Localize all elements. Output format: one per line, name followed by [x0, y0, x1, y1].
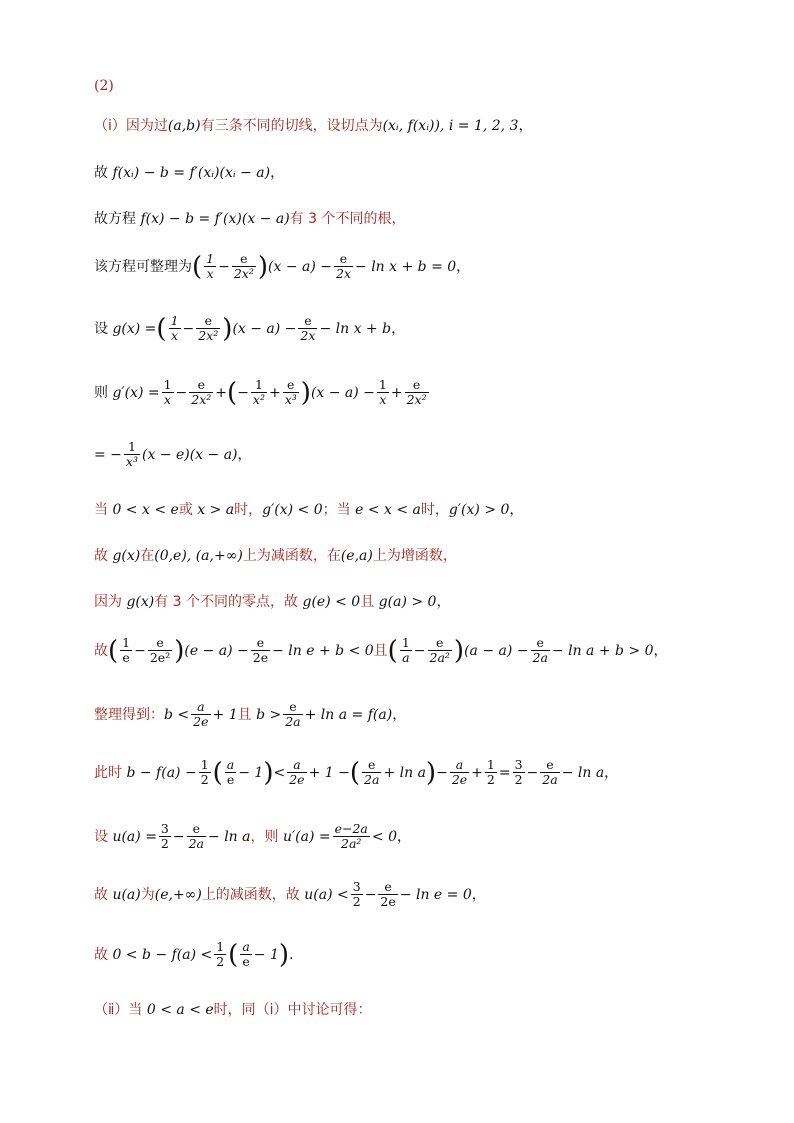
fraction: $\frac{3}{2}$ — [514, 757, 523, 788]
line-u-decreasing: 故 u(a)为(e,+∞)上的减函数，故 u(a) < $\frac{3}{2}$ − $\frac{e}{2e}$ − ln e = 0， — [94, 879, 486, 910]
fraction: $\frac{e}{\text{2x²}}$ — [198, 313, 219, 344]
line-define-g: 设 g(x) =( $\frac{1}{x}$ − $\frac{e}{\text{2x²}}$ )(x − a) − $\frac{e}{2x}$ − ln x + b， — [94, 313, 406, 344]
line-sign-analysis: 当 0 < x < e或 x > a时，g′(x) < 0；当 e < x < a时，g′(x) > 0， — [94, 502, 524, 518]
line-conclusion-i: 故 0 < b − f(a) < $\frac{1}{2}$ ( $\frac{a}{e}$ − 1). — [94, 939, 294, 970]
line-g-derivative-factored: = − $\frac{1}{\text{x³}}$ (x − e)(x − a)， — [94, 439, 252, 470]
fraction: $\frac{a}{2e}$ — [451, 757, 468, 788]
fraction: $\frac{1}{2}$ — [200, 757, 209, 788]
fraction: $\frac{e}{\text{2x²}}$ — [233, 251, 254, 282]
fraction: $\frac{1}{x}$ — [170, 313, 179, 344]
fraction: $\frac{e}{\text{2x²}}$ — [406, 377, 427, 408]
line-derivative-eq: 故 f(xᵢ) − b = f′(xᵢ)(xᵢ − a)， — [94, 165, 285, 181]
fraction: $\frac{e-2a}{\text{2a²}}$ — [334, 821, 368, 852]
fraction: $\frac{e}{2x}$ — [336, 251, 352, 282]
fraction: $\frac{e}{2a}$ — [188, 821, 205, 852]
fraction: $\frac{1}{x}$ — [378, 377, 387, 408]
line-g-derivative: 则 g′(x) = $\frac{1}{x}$ − $\frac{e}{\text{2x²}}$ +(− $\frac{1}{\text{x²}}$ + $\frac{e}{\text{x³}}$ )(x − a) − $\frac{1}{x}$ + $\frac{e}{\text{2x²}}$ — [94, 377, 427, 408]
fraction: $\frac{1}{e}$ — [122, 635, 131, 666]
fraction: $\frac{1}{2}$ — [216, 939, 225, 970]
fraction: $\frac{1}{x}$ — [206, 251, 215, 282]
fraction: $\frac{e}{2a}$ — [542, 757, 558, 788]
fraction: $\frac{a}{e}$ — [226, 757, 235, 788]
fraction: $\frac{e}{\text{2e²}}$ — [149, 635, 171, 666]
line-simplified: 整理得到：b < $\frac{a}{2e}$ + 1且 b > $\frac{e}{2a}$ + ln a = f(a)， — [94, 699, 407, 730]
fraction: $\frac{e}{2a}$ — [532, 635, 548, 666]
line-conditions: 故( $\frac{1}{e}$ − $\frac{e}{\text{2e²}}$ )(e − a) − $\frac{e}{2e}$ − ln e + b < 0且( $\frac{1}{a}$ − $\frac{e}{\text{2a²}}$ )(a − a) − $\frac{e}{2a}$ − ln a + b > 0， — [94, 635, 668, 666]
fraction: $\frac{3}{2}$ — [160, 821, 169, 852]
line-case-ii: （ⅱ）当 0 < a < e时，同（ⅰ）中讨论可得： — [94, 1002, 372, 1018]
fraction: $\frac{1}{\text{x²}}$ — [252, 377, 265, 408]
fraction: $\frac{e}{\text{2a²}}$ — [429, 635, 450, 666]
fraction: $\frac{a}{e}$ — [242, 939, 250, 970]
line-tangent-intro: （ⅰ）因为过(a,b)有三条不同的切线，设切点为(xᵢ, f(xᵢ)), i = 1, 2, 3， — [94, 118, 533, 134]
part-number: (2) — [94, 78, 114, 94]
fraction: $\frac{e}{2a}$ — [364, 757, 380, 788]
fraction: $\frac{1}{a}$ — [401, 635, 410, 666]
fraction: $\frac{1}{\text{x³}}$ — [125, 439, 138, 470]
fraction: $\frac{e}{\text{2x²}}$ — [191, 377, 212, 408]
fraction: $\frac{e}{\text{x³}}$ — [284, 377, 297, 408]
fraction: $\frac{a}{2e}$ — [193, 699, 209, 730]
line-rearranged-eq: 该方程可整理为( $\frac{1}{x}$ − $\frac{e}{\text{2x²}}$ )(x − a) − $\frac{e}{2x}$ − ln x + b = 0， — [94, 251, 471, 282]
line-define-u: 设 u(a) = $\frac{3}{2}$ − $\frac{e}{2a}$ − ln a，则 u′(a) = $\frac{e-2a}{\text{2a²}}$ < 0， — [94, 821, 411, 852]
fraction: $\frac{1}{2}$ — [486, 757, 495, 788]
line-three-zeros: 因为 g(x)有 3 个不同的零点，故 g(e) < 0且 g(a) > 0， — [94, 594, 451, 610]
fraction: $\frac{e}{2x}$ — [300, 313, 316, 344]
line-equation-roots: 故方程 f(x) − b = f′(x)(x − a)有 3 个不同的根， — [94, 211, 406, 227]
fraction: $\frac{e}{2e}$ — [380, 879, 396, 910]
fraction: $\frac{1}{x}$ — [163, 377, 172, 408]
fraction: $\frac{a}{2e}$ — [289, 757, 305, 788]
line-estimate: 此时 b − f(a) − $\frac{1}{2}$ ( $\frac{a}{e}$ − 1)< $\frac{a}{2e}$ + 1 −( $\frac{e}{2a}$ + ln a)− $\frac{a}{2e}$ + $\frac{1}{2}$ = $\frac{3}{2}$ − $\frac{e}{2a}$ − ln a， — [94, 757, 619, 788]
fraction: $\frac{e}{2a}$ — [285, 699, 301, 730]
line-monotonicity: 故 g(x)在(0,e), (a,+∞)上为减函数，在(e,a)上为增函数， — [94, 548, 457, 564]
fraction: $\frac{3}{2}$ — [352, 879, 361, 910]
fraction: $\frac{e}{2e}$ — [252, 635, 269, 666]
